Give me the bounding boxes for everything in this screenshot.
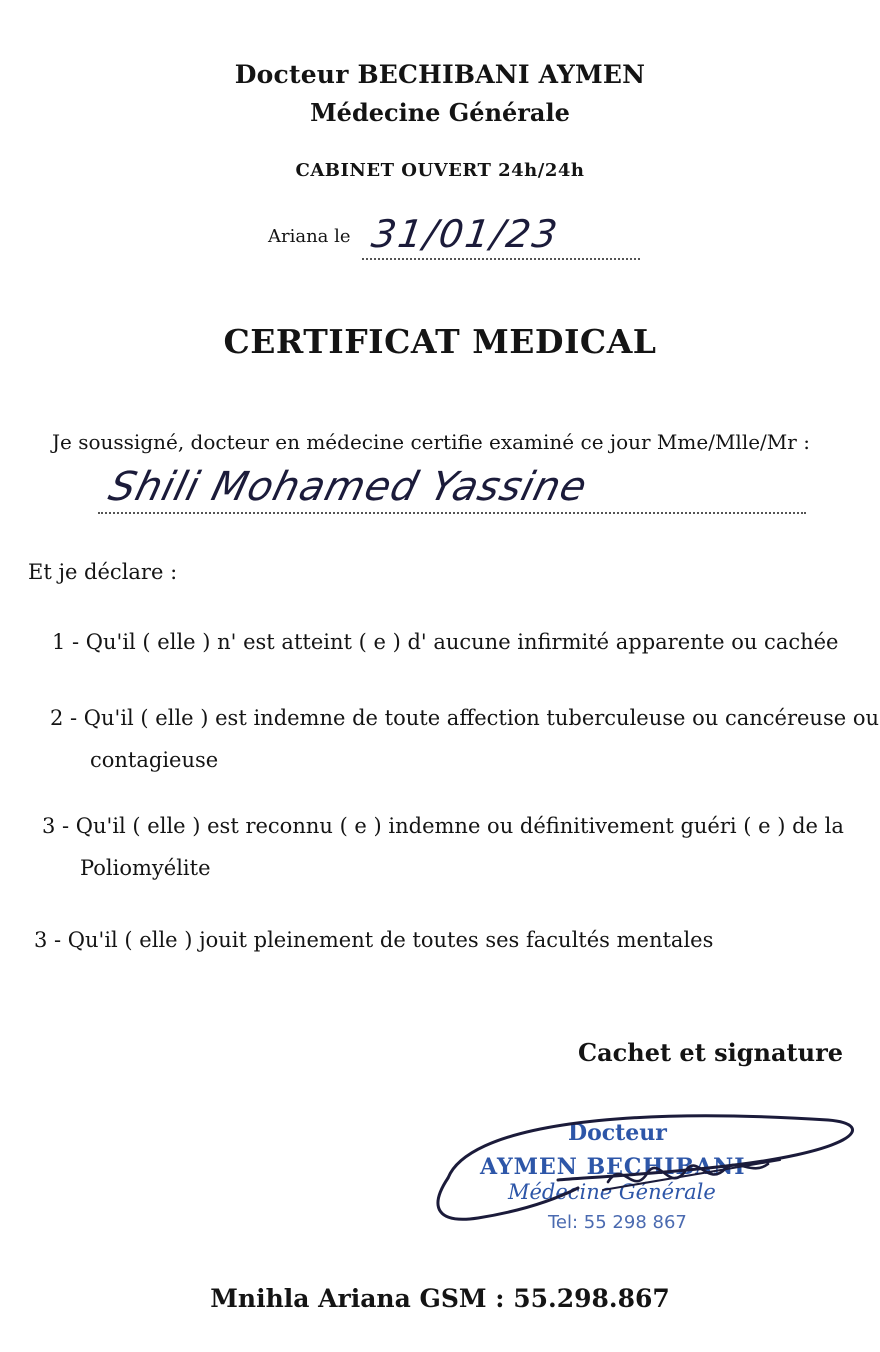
declare-label: Et je déclare : — [28, 560, 178, 584]
doctor-stamp — [408, 1098, 868, 1258]
date-label: Ariana le — [268, 226, 351, 247]
declaration-item-4: 3 - Qu'il ( elle ) jouit pleinement de toutes ses facultés mentales — [34, 928, 714, 952]
declaration-item-2-continued: contagieuse — [90, 748, 219, 772]
specialty: Médecine Générale — [310, 98, 570, 127]
declaration-item-3-continued: Poliomyélite — [80, 856, 211, 880]
handwritten-date: 31/01/23 — [368, 212, 562, 256]
stamp-line-2: AYMEN BECHIBANI — [480, 1154, 746, 1180]
stamp-line-4: Tel: 55 298 867 — [548, 1212, 687, 1233]
declaration-item-2: 2 - Qu'il ( elle ) est indemne de toute affection tuberculeuse ou cancéreuse ou — [50, 706, 880, 730]
declaration-item-1: 1 - Qu'il ( elle ) n' est atteint ( e ) d' aucune infirmité apparente ou cachée — [52, 630, 839, 654]
open-hours: CABINET OUVERT 24h/24h — [295, 160, 585, 181]
declaration-item-3: 3 - Qu'il ( elle ) est reconnu ( e ) indemne ou définitivement guéri ( e ) de la — [42, 814, 844, 838]
patient-dotted-line — [98, 512, 806, 514]
handwritten-patient-name: Shili Mohamed Yassine — [104, 464, 593, 510]
stamp-line-1: Docteur — [568, 1120, 667, 1146]
signature-scribble — [408, 1098, 868, 1258]
certification-intro: Je soussigné, docteur en médecine certifie examiné ce jour Mme/Mlle/Mr : — [52, 430, 810, 454]
stamp-line-3: Médecine Générale — [508, 1180, 716, 1204]
date-dotted-line — [362, 258, 640, 260]
signature-label: Cachet et signature — [578, 1038, 843, 1067]
document-title: CERTIFICAT MEDICAL — [223, 322, 657, 361]
doctor-name: Docteur BECHIBANI AYMEN — [234, 60, 646, 89]
footer-contact: Mnihla Ariana GSM : 55.298.867 — [210, 1284, 670, 1313]
